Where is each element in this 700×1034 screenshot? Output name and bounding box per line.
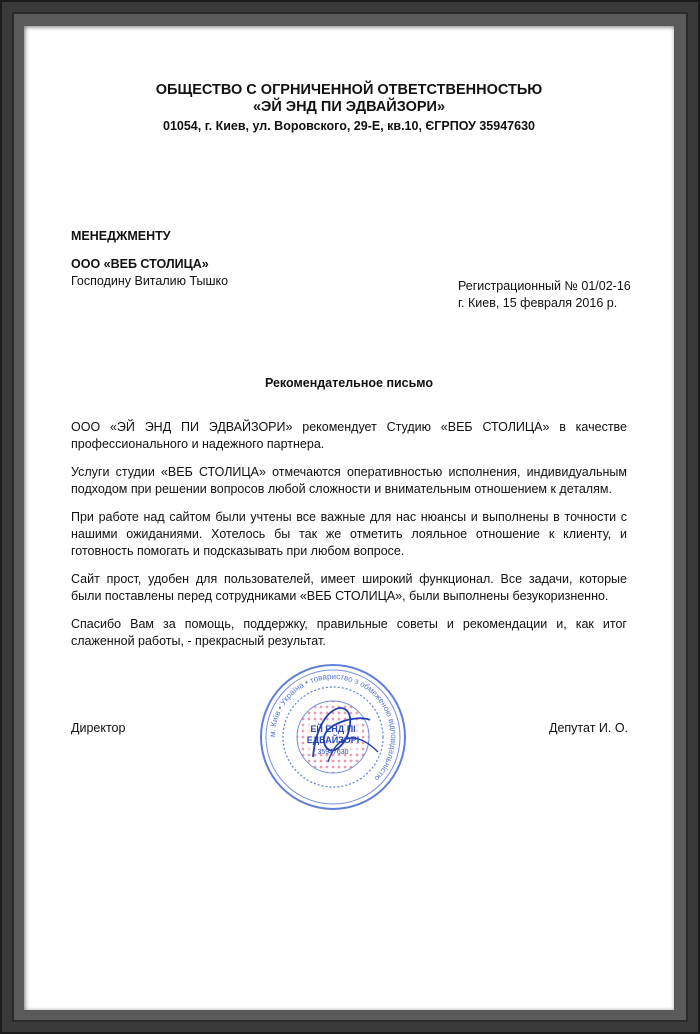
addressee-department: МЕНЕДЖМЕНТУ: [71, 229, 171, 243]
signatory-title: Директор: [71, 721, 126, 735]
company-stamp: [258, 662, 408, 812]
stamp-ring-text: м. Київ • Україна • товариство з обмеженою відповідальністю: [267, 671, 399, 783]
stamp-center-name: ЕДВАЙЗОРІ: [306, 735, 360, 745]
addressee-person: Господину Виталию Тышко: [71, 274, 229, 288]
paragraph: При работе над сайтом были учтены все важные для нас нюансы и выполнены в точности с нашими ожиданиями. Хотелось бы так же отметить лояльное отношение к клиенту, и готовность помогать и подсказывать при любом вопросе.: [71, 510, 627, 558]
stamp-center-code: 35947630: [317, 749, 349, 756]
paragraph: Сайт прост, удобен для пользователей, имеет широкий функционал. Все задачи, которые были поставлены перед сотрудниками «ВЕБ СТОЛИЦА», были выполнены безукоризненно.: [71, 572, 627, 603]
registration-block: [458, 278, 631, 312]
addressee-organization: ООО «ВЕБ СТОЛИЦА»: [71, 257, 209, 271]
paragraph: ООО «ЭЙ ЭНД ПИ ЭДВАЙЗОРИ» рекомендует Студию «ВЕБ СТОЛИЦА» в качестве профессионального и надежного партнера.: [71, 420, 627, 451]
stamp-center-top: ЕЙ ЕНД ПІ: [310, 724, 356, 734]
letter-body: [71, 419, 627, 661]
letter-page: [24, 26, 674, 1010]
company-name-line: ОБЩЕСТВО С ОГРНИЧЕННОЙ ОТВЕТСТВЕННОСТЬЮ: [155, 82, 543, 98]
letter-date: г. Киев, 15 февраля 2016 р.: [458, 296, 618, 310]
letterhead: [24, 82, 674, 136]
paragraph: Спасибо Вам за помощь, поддержку, правильные советы и рекомендации и, как итог слаженной работы, - прекрасный результат.: [71, 617, 627, 648]
signatory-name: Депутат И. О.: [549, 721, 629, 735]
paragraph: Услуги студии «ВЕБ СТОЛИЦА» отмечаются оперативностью исполнения, индивидуальным подходом при решении вопросов любой сложности и внимательным отношением к деталям.: [71, 465, 627, 496]
registration-number: Регистрационный № 01/02-16: [458, 279, 631, 293]
addressee-block: [71, 228, 228, 290]
company-name-quoted: «ЭЙ ЭНД ПИ ЭДВАЙЗОРИ»: [252, 99, 446, 115]
letter-title: Рекомендательное письмо: [264, 376, 434, 390]
company-address: 01054, г. Киев, ул. Воровского, 29-Е, кв.10, ЄГРПОУ 35947630: [163, 119, 535, 133]
